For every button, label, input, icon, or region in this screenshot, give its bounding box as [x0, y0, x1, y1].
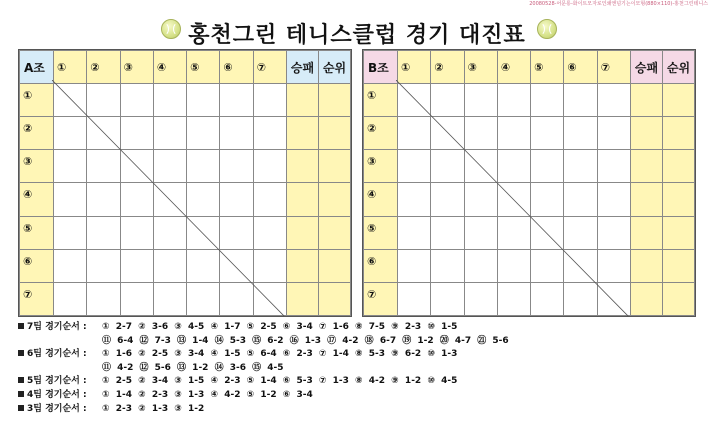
column-player: ⑥: [220, 51, 253, 84]
column-player: ②: [87, 51, 120, 84]
legend-line: [18, 375, 708, 389]
row-player: ⑥: [364, 249, 398, 282]
table-row: [364, 282, 695, 315]
column-player: ①: [398, 51, 431, 84]
column-player: ⑥: [564, 51, 597, 84]
square-bullet-icon: [18, 323, 24, 329]
row-player: ⑦: [20, 282, 54, 315]
rank-cell: [663, 282, 695, 315]
legend-line: [18, 389, 708, 403]
legend-line: [18, 403, 708, 417]
win-loss-cell: [287, 282, 319, 315]
legend-line: [18, 335, 708, 349]
row-player: ①: [364, 84, 398, 117]
rank-cell: [319, 216, 351, 249]
win-loss-cell: [287, 150, 319, 183]
win-loss-cell: [631, 249, 663, 282]
rank-cell: [319, 249, 351, 282]
row-player: ⑤: [20, 216, 54, 249]
row-player: ④: [20, 183, 54, 216]
legend-games: ⑪ 6-4 ⑫ 7-3 ⑬ 1-4 ⑭ 5-3 ⑮ 6-2 ⑯ 1-3 ⑰ 4-2 ⑱ 6-7 ⑲ 1-2 ⑳ 4-7 ㉑ 5-6: [102, 335, 509, 346]
square-bullet-icon: [18, 391, 24, 397]
rank-cell: [663, 84, 695, 117]
column-player: ④: [153, 51, 186, 84]
row-player: ④: [364, 183, 398, 216]
column-player: ①: [54, 51, 87, 84]
legend-games: ① 1-4 ② 2-3 ③ 1-3 ④ 4-2 ⑤ 1-2 ⑥ 3-4: [102, 389, 313, 400]
rank-cell: [319, 183, 351, 216]
rank-cell: [663, 150, 695, 183]
win-loss-cell: [287, 249, 319, 282]
win-loss-cell: [287, 216, 319, 249]
row-player: ⑥: [20, 249, 54, 282]
table-row: [364, 216, 695, 249]
table-row: [364, 150, 695, 183]
group-label: A조: [20, 51, 54, 84]
win-loss-header: 승패: [631, 51, 663, 84]
rank-cell: [319, 150, 351, 183]
rank-cell: [319, 117, 351, 150]
legend-line: [18, 348, 708, 362]
row-player: ②: [20, 117, 54, 150]
table-row: [20, 249, 351, 282]
win-loss-cell: [631, 150, 663, 183]
win-loss-cell: [631, 117, 663, 150]
header-row: [364, 51, 695, 84]
page-title: 홍천그린 테니스클럽 경기 대진표: [188, 23, 526, 48]
table-row: [364, 249, 695, 282]
column-player: ②: [431, 51, 464, 84]
table-row: [364, 117, 695, 150]
tennis-ball-icon: [537, 19, 557, 39]
group-label: B조: [364, 51, 398, 84]
column-player: ③: [120, 51, 153, 84]
square-bullet-icon: [18, 405, 24, 411]
legend-label: 5팀 경기순서 :: [27, 376, 87, 387]
row-player: ②: [364, 117, 398, 150]
table-row: [20, 183, 351, 216]
match-order-legend: [18, 321, 708, 416]
legend-games: ① 2-3 ② 1-3 ③ 1-2: [102, 403, 205, 414]
legend-games: ⑪ 4-2 ⑫ 5-6 ⑬ 1-2 ⑭ 3-6 ⑮ 4-5: [102, 362, 284, 373]
title-row: [0, 14, 714, 48]
win-loss-header: 승패: [287, 51, 319, 84]
column-player: ⑤: [531, 51, 564, 84]
group-b-table: [362, 49, 696, 317]
table-row: [20, 150, 351, 183]
rank-header: 순위: [663, 51, 695, 84]
legend-label: 3팀 경기순서 :: [27, 403, 87, 414]
win-loss-cell: [631, 216, 663, 249]
table-row: [20, 216, 351, 249]
win-loss-cell: [631, 84, 663, 117]
column-player: ⑤: [187, 51, 220, 84]
column-player: ⑦: [597, 51, 630, 84]
rank-cell: [663, 183, 695, 216]
file-note: 20080528-어문롱-화이트모자로인쇄앤넘기는이모형(880×110)-홍천그린테니스: [529, 1, 708, 7]
rank-cell: [663, 216, 695, 249]
square-bullet-icon: [18, 377, 24, 383]
legend-label: 4팀 경기순서 :: [27, 389, 87, 400]
legend-line: [18, 362, 708, 376]
row-player: ⑦: [364, 282, 398, 315]
win-loss-cell: [287, 117, 319, 150]
legend-games: ① 2-7 ② 3-6 ③ 4-5 ④ 1-7 ⑤ 2-5 ⑥ 3-4 ⑦ 1-6 ⑧ 7-5 ⑨ 2-3 ⑩ 1-5: [102, 322, 458, 332]
column-player: ③: [464, 51, 497, 84]
win-loss-cell: [631, 183, 663, 216]
column-player: ⑦: [253, 51, 286, 84]
table-row: [20, 282, 351, 315]
legend-games: ① 2-5 ② 3-4 ③ 1-5 ④ 2-3 ⑤ 1-4 ⑥ 5-3 ⑦ 1-3 ⑧ 4-2 ⑨ 1-2 ⑩ 4-5: [102, 376, 458, 387]
table-row: [364, 183, 695, 216]
table-row: [364, 84, 695, 117]
table-row: [20, 117, 351, 150]
legend-label: 7팀 경기순서 :: [27, 322, 87, 332]
rank-cell: [319, 84, 351, 117]
column-player: ④: [497, 51, 530, 84]
header-row: [20, 51, 351, 84]
win-loss-cell: [631, 282, 663, 315]
win-loss-cell: [287, 183, 319, 216]
win-loss-cell: [287, 84, 319, 117]
rank-header: 순위: [319, 51, 351, 84]
row-player: ①: [20, 84, 54, 117]
row-player: ③: [20, 150, 54, 183]
rank-cell: [663, 117, 695, 150]
legend-label: 6팀 경기순서 :: [27, 349, 87, 360]
legend-games: ① 1-6 ② 2-5 ③ 3-4 ④ 1-5 ⑤ 6-4 ⑥ 2-3 ⑦ 1-4 ⑧ 5-3 ⑨ 6-2 ⑩ 1-3: [102, 349, 458, 360]
table-row: [20, 84, 351, 117]
rank-cell: [663, 249, 695, 282]
group-a-table: [18, 49, 352, 317]
square-bullet-icon: [18, 350, 24, 356]
row-player: ⑤: [364, 216, 398, 249]
row-player: ③: [364, 150, 398, 183]
legend-line: [18, 321, 708, 335]
rank-cell: [319, 282, 351, 315]
